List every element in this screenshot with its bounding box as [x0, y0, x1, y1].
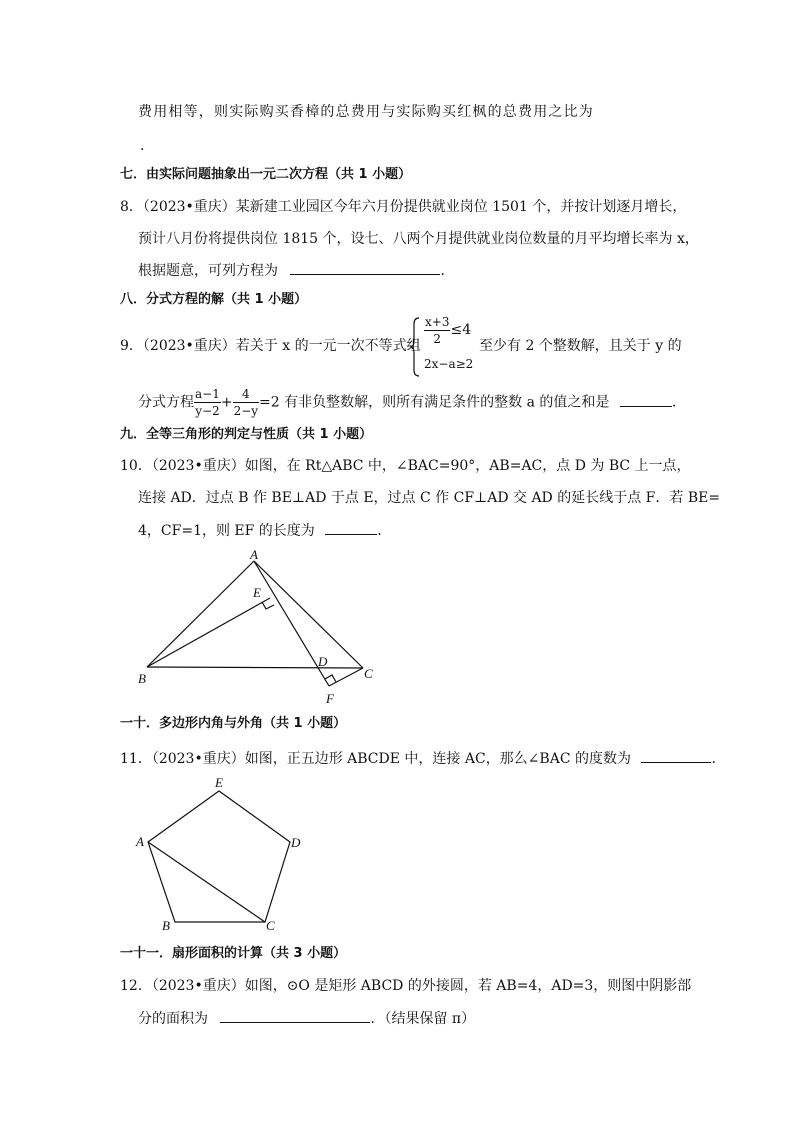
q12-line2-end: ．（结果保留 π）	[370, 1011, 476, 1027]
q10-line3	[138, 520, 382, 541]
label-E: E	[253, 585, 261, 600]
label-C: C	[266, 918, 275, 933]
q8-line1: 8．（2023•重庆）某新建工业园区今年六月份提供就业岗位 1501 个，并按计划逐月增长，	[120, 199, 687, 215]
answer-blank-q9[interactable]	[620, 392, 672, 407]
label-A: A	[250, 547, 258, 562]
frac1-num: a−1	[195, 387, 220, 401]
inequality-2: 2x−a≥2	[424, 357, 474, 371]
answer-blank-q11[interactable]	[641, 748, 711, 763]
label-D: D	[318, 654, 328, 669]
q9-line2-start: 分式方程	[138, 394, 194, 411]
pentagon-figure	[130, 772, 315, 937]
q8-line3	[138, 260, 445, 281]
q9-line2	[138, 386, 676, 419]
section-heading-10: 一十．多边形内角与外角（共 1 小题）	[120, 716, 347, 731]
q10-line1: 10．（2023•重庆）如图，在 Rt△ABC 中，∠BAC=90°，AB=AC，点 D 为 BC 上一点，	[120, 458, 691, 474]
ineq1-num: x+3	[425, 315, 450, 329]
frac2-den: 2−y	[233, 404, 259, 418]
section-heading-9: 九．全等三角形的判定与性质（共 1 小题）	[120, 427, 373, 442]
answer-blank-q8[interactable]	[290, 260, 440, 275]
frac1-den: y−2	[195, 404, 220, 418]
section-heading-8: 八．分式方程的解（共 1 小题）	[120, 292, 308, 307]
q11-line1-end: .	[711, 751, 716, 767]
label-C: C	[364, 666, 373, 681]
q11-line1-text: 11．（2023•重庆）如图，正五边形 ABCDE 中，连接 AC，那么∠BAC 的度数为	[120, 751, 631, 767]
q-prev-line2: .	[140, 138, 145, 154]
answer-blank-q10[interactable]	[325, 520, 377, 535]
ineq1-rel: ≤4	[450, 322, 472, 338]
label-B: B	[162, 918, 170, 933]
q12-line1: 12．（2023•重庆）如图，⊙O 是矩形 ABCD 的外接圆，若 AB=4，AD=3，则图中阴影部	[120, 978, 692, 994]
answer-blank-q12[interactable]	[220, 1008, 370, 1023]
q8-line3-end: .	[440, 263, 445, 279]
segment-CF	[329, 668, 363, 686]
segment-BC	[147, 667, 363, 668]
frac2-num: 4	[233, 386, 259, 403]
label-E: E	[215, 775, 223, 790]
right-angle-E-icon	[262, 602, 274, 609]
ineq1-den: 2	[433, 332, 442, 346]
q10-line3-end: .	[377, 523, 382, 539]
label-F: F	[326, 691, 334, 706]
q11-line1	[120, 748, 716, 769]
inequality-1	[424, 314, 471, 347]
segment-AB	[147, 561, 254, 667]
q10-line2: 连接 AD．过点 B 作 BE⊥AD 于点 E，过点 C 作 CF⊥AD 交 AD 的延长线于点 F．若 BE=	[138, 490, 721, 506]
q9-line2-mid: =2 有非负整数解，则所有满足条件的整数 a 的值之和是	[259, 394, 610, 411]
q8-line3-text: 根据题意，可列方程为	[138, 263, 278, 279]
label-A: A	[136, 834, 144, 849]
label-D: D	[291, 835, 301, 850]
system-brace-icon	[409, 316, 421, 378]
q10-line3-text: 4，CF=1，则 EF 的长度为	[138, 523, 315, 539]
q9-suffix: 至少有 2 个整数解，且关于 y 的	[479, 338, 682, 354]
q12-line2	[138, 1008, 475, 1029]
q12-line2-text: 分的面积为	[138, 1011, 208, 1027]
triangle-figure	[130, 545, 390, 710]
plus-sign: +	[220, 394, 233, 411]
q8-line2: 预计八月份将提供岗位 1815 个，设七、八两个月提供就业岗位数量的月平均增长率为 x，	[138, 231, 699, 247]
q9-line2-end: .	[671, 394, 677, 411]
section-heading-11: 一十一．扇形面积的计算（共 3 小题）	[120, 946, 347, 961]
q9-prefix: 9．（2023•重庆）若关于 x 的一元一次不等式组	[120, 338, 421, 354]
label-B: B	[138, 671, 146, 686]
segment-AC	[148, 842, 265, 922]
q-prev-line1: 费用相等，则实际购买香樟的总费用与实际购买红枫的总费用之比为	[138, 104, 594, 120]
segment-BE	[147, 598, 270, 667]
section-heading-7: 七．由实际问题抽象出一元二次方程（共 1 小题）	[120, 167, 412, 182]
